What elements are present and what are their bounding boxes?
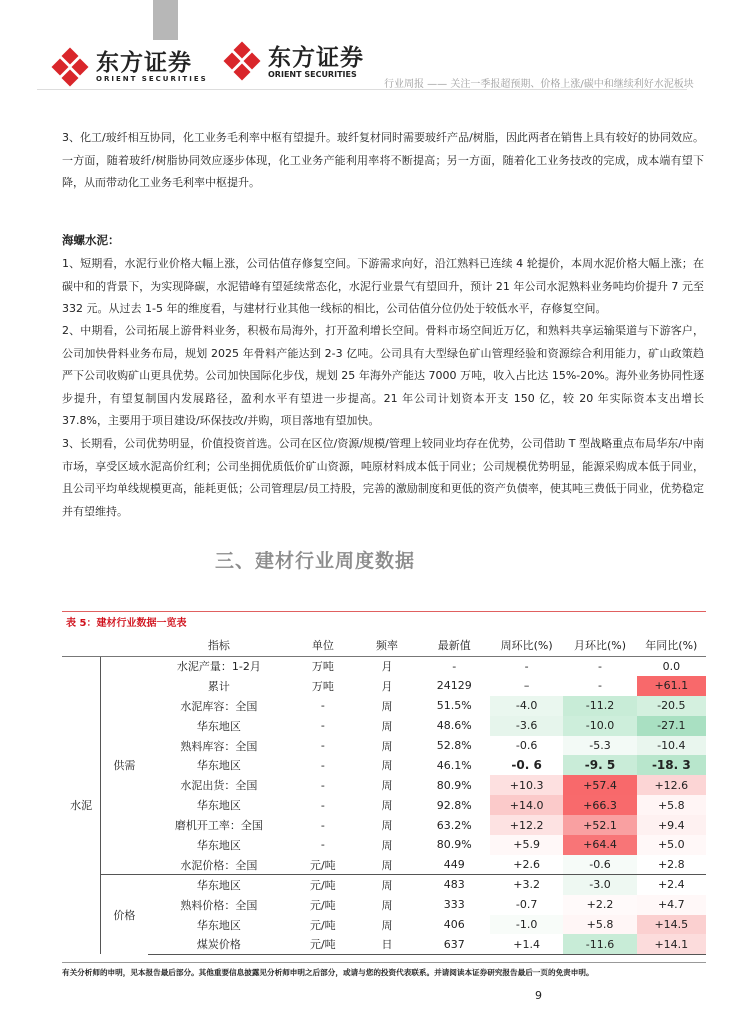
cell: 元/吨 xyxy=(309,858,336,872)
heat-cell: -10.0 xyxy=(563,716,636,736)
heat-cell: +3.2 xyxy=(490,875,563,895)
heat-cell: +5.0 xyxy=(637,835,706,855)
col-header: 频率 xyxy=(355,634,418,656)
cell: 元/吨 xyxy=(290,875,355,895)
cell: 周 xyxy=(381,779,393,793)
report-title: 行业周报 —— 关注一季报超预期、价格上涨/碳中和继续利好水泥板块 xyxy=(384,79,694,90)
cell: - xyxy=(452,659,457,673)
header-divider xyxy=(37,89,687,90)
heat-cell: +2.4 xyxy=(637,875,706,895)
heat-cell: +2.8 xyxy=(657,858,685,872)
cell: - xyxy=(320,719,325,733)
cell: 52.8% xyxy=(436,739,472,752)
paragraph-mid-term: 2、中期看，公司拓展上游骨料业务，积极布局海外，打开盈利增长空间。骨料市场空间近万亿，和熟料共享运输渠道与下游客户，公司加快骨料业务布局，规划 2025 年骨料产能达到 2-3 亿吨。公司具有大型绿色矿山管理经验和资源综合利用能力，矿山政策趋严下公司收购矿山更具优势。公司加快国际化步伐，规划 25 年海外产能达 7000 万吨，收入占比达 15%-20%。海外业务协同性逐步提升，有望复制国内发展路径，盈利水平有望进一步提高。21 年公司计划资本开支 150 亿，较 20 年实际资本支出增长 37.8%，主要用于项目建设/环保技改/并购，项目落地有望加快。 xyxy=(62,324,704,427)
footer-disclaimer: 有关分析师的申明，见本报告最后部分。其他重要信息披露见分析师申明之后部分，或请与您的投资代表联系。并请阅读本证券研究报告最后一页的免责申明。 xyxy=(62,968,594,977)
heat-cell: -18. 3 xyxy=(637,755,706,775)
heat-cell: -11.6 xyxy=(563,934,636,954)
table-row xyxy=(62,716,706,736)
heat-cell: +12.6 xyxy=(637,775,706,795)
heat-cell: +64.4 xyxy=(563,835,636,855)
heat-cell: -4.0 xyxy=(490,696,563,716)
table-row xyxy=(62,875,706,895)
heat-cell: -11.2 xyxy=(563,696,636,716)
cell: 元/吨 xyxy=(309,898,336,912)
cell: 48.6% xyxy=(436,719,472,733)
heat-cell: -9. 5 xyxy=(563,755,636,775)
cell: 华东地区 xyxy=(196,759,241,773)
heat-cell: -27.1 xyxy=(637,716,706,736)
heat-cell: +9.4 xyxy=(637,815,706,835)
cell: 80.9% xyxy=(436,838,472,852)
heat-cell: -3.6 xyxy=(490,716,563,736)
logo-diamond-icon xyxy=(224,42,260,82)
subhead-conch: 海螺水泥： xyxy=(62,233,120,247)
cell: 磨机开工率：全国 xyxy=(174,819,263,833)
cell: 周 xyxy=(381,819,393,833)
heat-cell: +2.2 xyxy=(563,895,636,915)
cell: 46.1% xyxy=(436,758,472,772)
subgroup-label: 供需 xyxy=(113,759,136,773)
cell: 周 xyxy=(381,898,393,912)
table-row xyxy=(62,795,706,815)
cell: 周 xyxy=(381,759,393,773)
cell: 华东地区 xyxy=(196,918,241,932)
heat-cell: -20.5 xyxy=(637,696,706,716)
cell: 元/吨 xyxy=(290,934,355,954)
logo-text-cn: 东方证券 xyxy=(268,44,364,71)
page-number: 9 xyxy=(535,989,542,1002)
heat-cell: – xyxy=(523,679,530,693)
logo-diamond-icon xyxy=(52,48,88,86)
cell: 周 xyxy=(355,875,418,895)
heat-cell: +2.6 xyxy=(513,858,540,872)
table-row xyxy=(62,676,706,696)
logo-orient-securities-2 xyxy=(224,42,364,82)
cell: - xyxy=(320,739,325,752)
heat-cell: - xyxy=(597,679,602,693)
cell: 24129 xyxy=(436,679,472,693)
cell: - xyxy=(320,818,325,832)
cell: 煤炭价格 xyxy=(148,934,291,954)
cell: - xyxy=(320,778,325,792)
table-row xyxy=(62,775,706,795)
cell: - xyxy=(320,758,325,772)
logo-text-en: ORIENT SECURITIES xyxy=(268,69,357,79)
cell: 月 xyxy=(381,660,393,674)
cell: - xyxy=(320,699,325,713)
heat-cell: +5.8 xyxy=(637,795,706,815)
cell: 熟料库容：全国 xyxy=(180,739,258,753)
cell: 华东地区 xyxy=(148,875,291,895)
heat-cell: +14.5 xyxy=(637,915,706,935)
table-row xyxy=(62,755,706,775)
cell: 华东地区 xyxy=(196,799,241,813)
heat-cell: +14.1 xyxy=(637,934,706,954)
cell: 元/吨 xyxy=(309,918,336,932)
heat-cell: +5.9 xyxy=(490,835,563,855)
cell: 80.9% xyxy=(436,778,472,792)
cell: 累计 xyxy=(207,679,230,693)
logo-orient-securities xyxy=(52,48,208,86)
cell: 63.2% xyxy=(436,818,472,832)
cell: 水泥出货：全国 xyxy=(180,779,258,793)
heat-cell: +14.0 xyxy=(490,795,563,815)
col-header: 年同比(%) xyxy=(637,634,706,656)
header-tab xyxy=(153,0,178,40)
heat-cell: 0.0 xyxy=(662,659,681,673)
heat-cell: -0.6 xyxy=(563,855,636,875)
cell: 水泥库容：全国 xyxy=(180,699,258,713)
heat-cell: +1.4 xyxy=(490,934,563,954)
cell: 周 xyxy=(381,799,393,813)
heat-cell: -1.0 xyxy=(490,915,563,935)
heat-cell: +61.1 xyxy=(637,676,706,696)
cell: 637 xyxy=(419,934,490,954)
heat-cell: -0. 6 xyxy=(511,758,542,773)
heat-cell: -0.6 xyxy=(515,739,538,752)
cell: 水泥产量：1-2月 xyxy=(176,660,261,674)
table-row xyxy=(62,895,706,915)
section-title: 三、建材行业周度数据 xyxy=(215,550,416,572)
paragraph-short-term: 1、短期看，水泥行业价格大幅上涨，公司估值存修复空间。下游需求向好，沿江熟料已连续 4 轮提价，本周水泥价格大幅上涨；在碳中和的背景下，为实现降碳，水泥错峰有望延续常态化，水泥行业景气有望回升，预计 21 年公司水泥熟料业务吨均价提升 7 元至 332 元。从过去 1-5 年的维度看，与建材行业其他一线标的相比，公司估值分位仍处于较低水平，存修复空间。 xyxy=(62,257,704,315)
cell: 92.8% xyxy=(436,798,472,812)
table-title: 表 5：建材行业数据一览表 xyxy=(66,618,187,629)
col-header: 月环比(%) xyxy=(563,634,636,656)
table-row xyxy=(62,736,706,756)
cell: 月 xyxy=(381,679,393,693)
table-row xyxy=(62,835,706,855)
cell: 周 xyxy=(381,838,393,852)
cell: - xyxy=(320,798,325,812)
heat-cell: -0.7 xyxy=(515,898,538,912)
cell: 万吨 xyxy=(311,679,334,693)
table-header-row xyxy=(62,634,706,656)
cell: 周 xyxy=(381,699,393,713)
heat-cell: - xyxy=(524,659,529,673)
cell: 万吨 xyxy=(311,660,334,674)
cell: 483 xyxy=(419,875,490,895)
col-header: 最新值 xyxy=(419,634,490,656)
logo-text-cn: 东方证券 xyxy=(96,50,192,76)
heat-cell: -3.0 xyxy=(563,875,636,895)
group-label: 水泥 xyxy=(62,656,101,954)
heat-cell: +12.2 xyxy=(490,815,563,835)
heat-cell: +10.3 xyxy=(490,775,563,795)
cell: 449 xyxy=(443,858,465,872)
table-row xyxy=(62,656,706,676)
cell: 华东地区 xyxy=(196,838,241,852)
table-top-rule xyxy=(62,611,706,612)
heat-cell: +66.3 xyxy=(563,795,636,815)
heat-cell: +52.1 xyxy=(563,815,636,835)
cell: 日 xyxy=(355,934,418,954)
cell: 水泥价格：全国 xyxy=(180,858,258,872)
logo-text-en: ORIENT SECURITIES xyxy=(96,75,208,83)
heat-cell: +4.7 xyxy=(637,895,706,915)
cell: 周 xyxy=(381,719,393,733)
cell: - xyxy=(320,838,325,852)
table-row xyxy=(62,855,706,875)
cell: 周 xyxy=(381,858,393,872)
cell: 华东地区 xyxy=(196,719,241,733)
cell: 51.5% xyxy=(436,699,472,713)
table-row xyxy=(62,934,706,954)
col-header: 指标 xyxy=(148,634,291,656)
cell: 333 xyxy=(443,898,465,912)
table-row xyxy=(62,696,706,716)
heat-cell: -5.3 xyxy=(563,736,636,756)
paragraph-long-term: 3、长期看，公司优势明显，价值投资首选。公司在区位/资源/规模/管理上较同业均存在优势，公司借助 T 型战略重点布局华东/中南市场，享受区域水泥高价红利；公司坐拥优质低价矿山资源，吨原材料成本低于同业；公司规模优势明显，能源采购成本低于同业，且公司平均单线规模更高，能耗更低；公司管理层/员工持股，完善的激励制度和更低的资产负债率，使其吨三费低于同业，优势稳定并有望维持。 xyxy=(62,437,704,518)
table-row xyxy=(62,815,706,835)
col-header: 周环比(%) xyxy=(490,634,563,656)
heat-cell: - xyxy=(597,659,602,673)
cell: 406 xyxy=(443,918,465,932)
footer-divider xyxy=(62,962,706,963)
cell: 周 xyxy=(381,918,393,932)
heat-cell: +57.4 xyxy=(563,775,636,795)
heat-cell: -10.4 xyxy=(637,736,706,756)
col-header: 单位 xyxy=(290,634,355,656)
cell: 周 xyxy=(381,739,393,753)
table-row xyxy=(62,915,706,935)
heat-cell: +5.8 xyxy=(563,915,636,935)
paragraph-chem: 3、化工/玻纤相互协同，化工业务毛利率中枢有望提升。玻纤复材同时需要玻纤产品/树脂，因此两者在销售上具有较好的协同效应。一方面，随着玻纤/树脂协同效应逐步体现，化工业务产能利用率将不断提高；另一方面，随着化工业务技改的完成，成本端有望下降，从而带动化工业务毛利率中枢提升。 xyxy=(62,131,704,189)
subgroup-label: 价格 xyxy=(101,875,148,955)
data-table xyxy=(62,634,706,955)
cell: 熟料价格：全国 xyxy=(180,898,258,912)
